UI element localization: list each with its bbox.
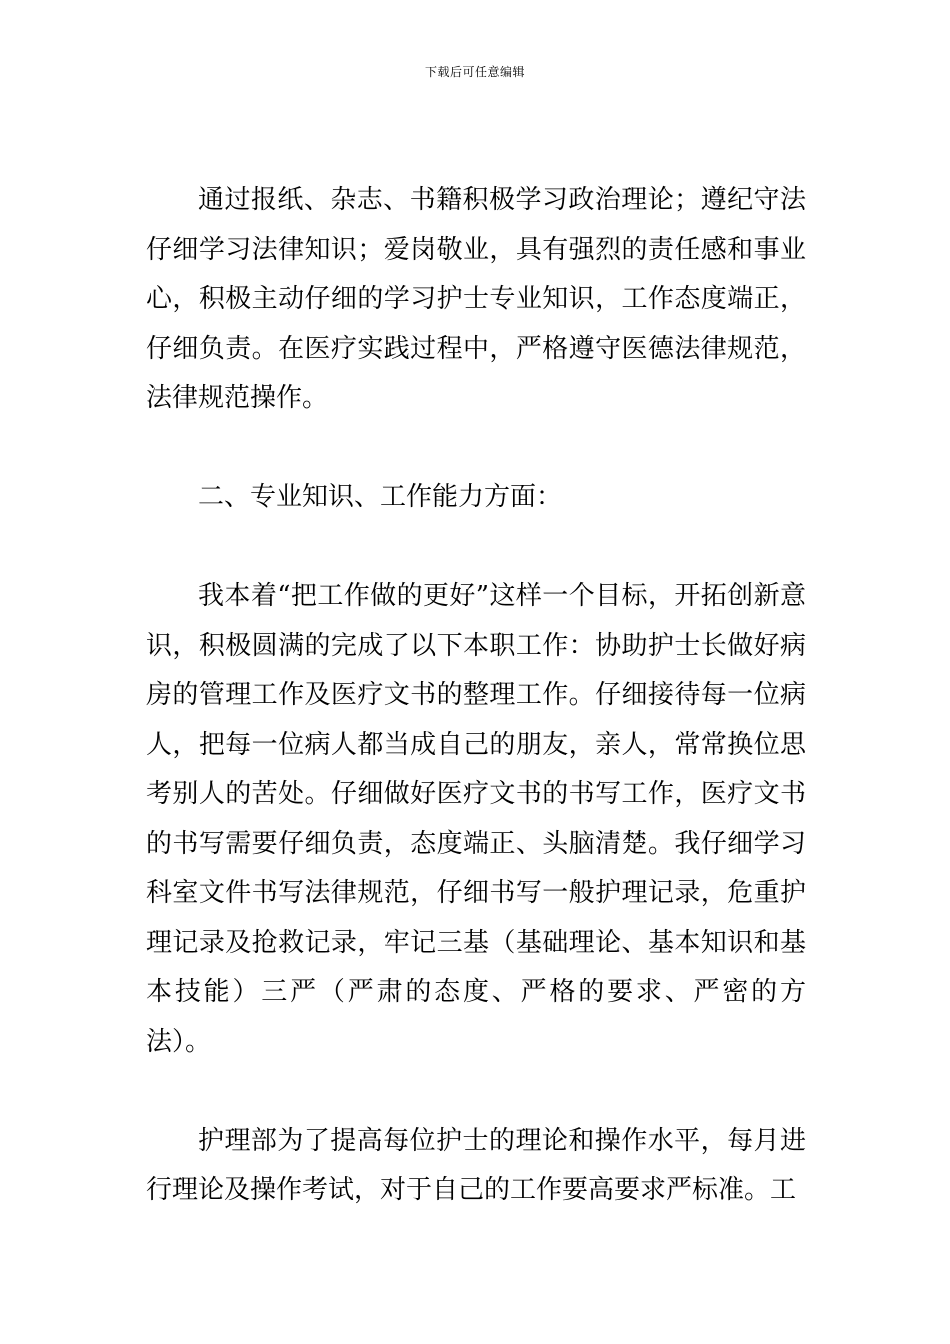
paragraph-political-study: 通过报纸、杂志、书籍积极学习政治理论；遵纪守法仔细学习法律知识；爱岗敬业，具有强烈的责任感和事业心，积极主动仔细的学习护士专业知识，工作态度端正，仔细负责。在医疗实践过程中，严格遵守医德法律规范，法律规范操作。 [146, 185, 806, 413]
document-body [146, 176, 806, 1216]
paragraph-spacer [146, 523, 806, 573]
section-heading-professional-knowledge: 二、专业知识、工作能力方面： [198, 482, 563, 512]
paragraph-work-duties: 我本着“把工作做的更好”这样一个目标，开拓创新意识，积极圆满的完成了以下本职工作：协助护士长做好病房的管理工作及医疗文书的整理工作。仔细接待每一位病人，把每一位病人都当成自己的朋友，亲人，常常换位思考别人的苦处。仔细做好医疗文书的书写工作，医疗文书的书写需要仔细负责，态度端正、头脑清楚。我仔细学习科室文件书写法律规范，仔细书写一般护理记录，危重护理记录及抢救记录，牢记三基（基础理论、基本知识和基本技能）三严（严肃的态度、严格的要求、严密的方法）。 [146, 581, 806, 1057]
paragraph-spacer [146, 1067, 806, 1117]
page-header: 下载后可任意编辑 [424, 65, 525, 79]
paragraph-nursing-exams: 护理部为了提高每位护士的理论和操作水平，每月进行理论及操作考试，对于自己的工作要高要求严标准。工 [146, 1125, 806, 1205]
paragraph-spacer [146, 424, 806, 474]
